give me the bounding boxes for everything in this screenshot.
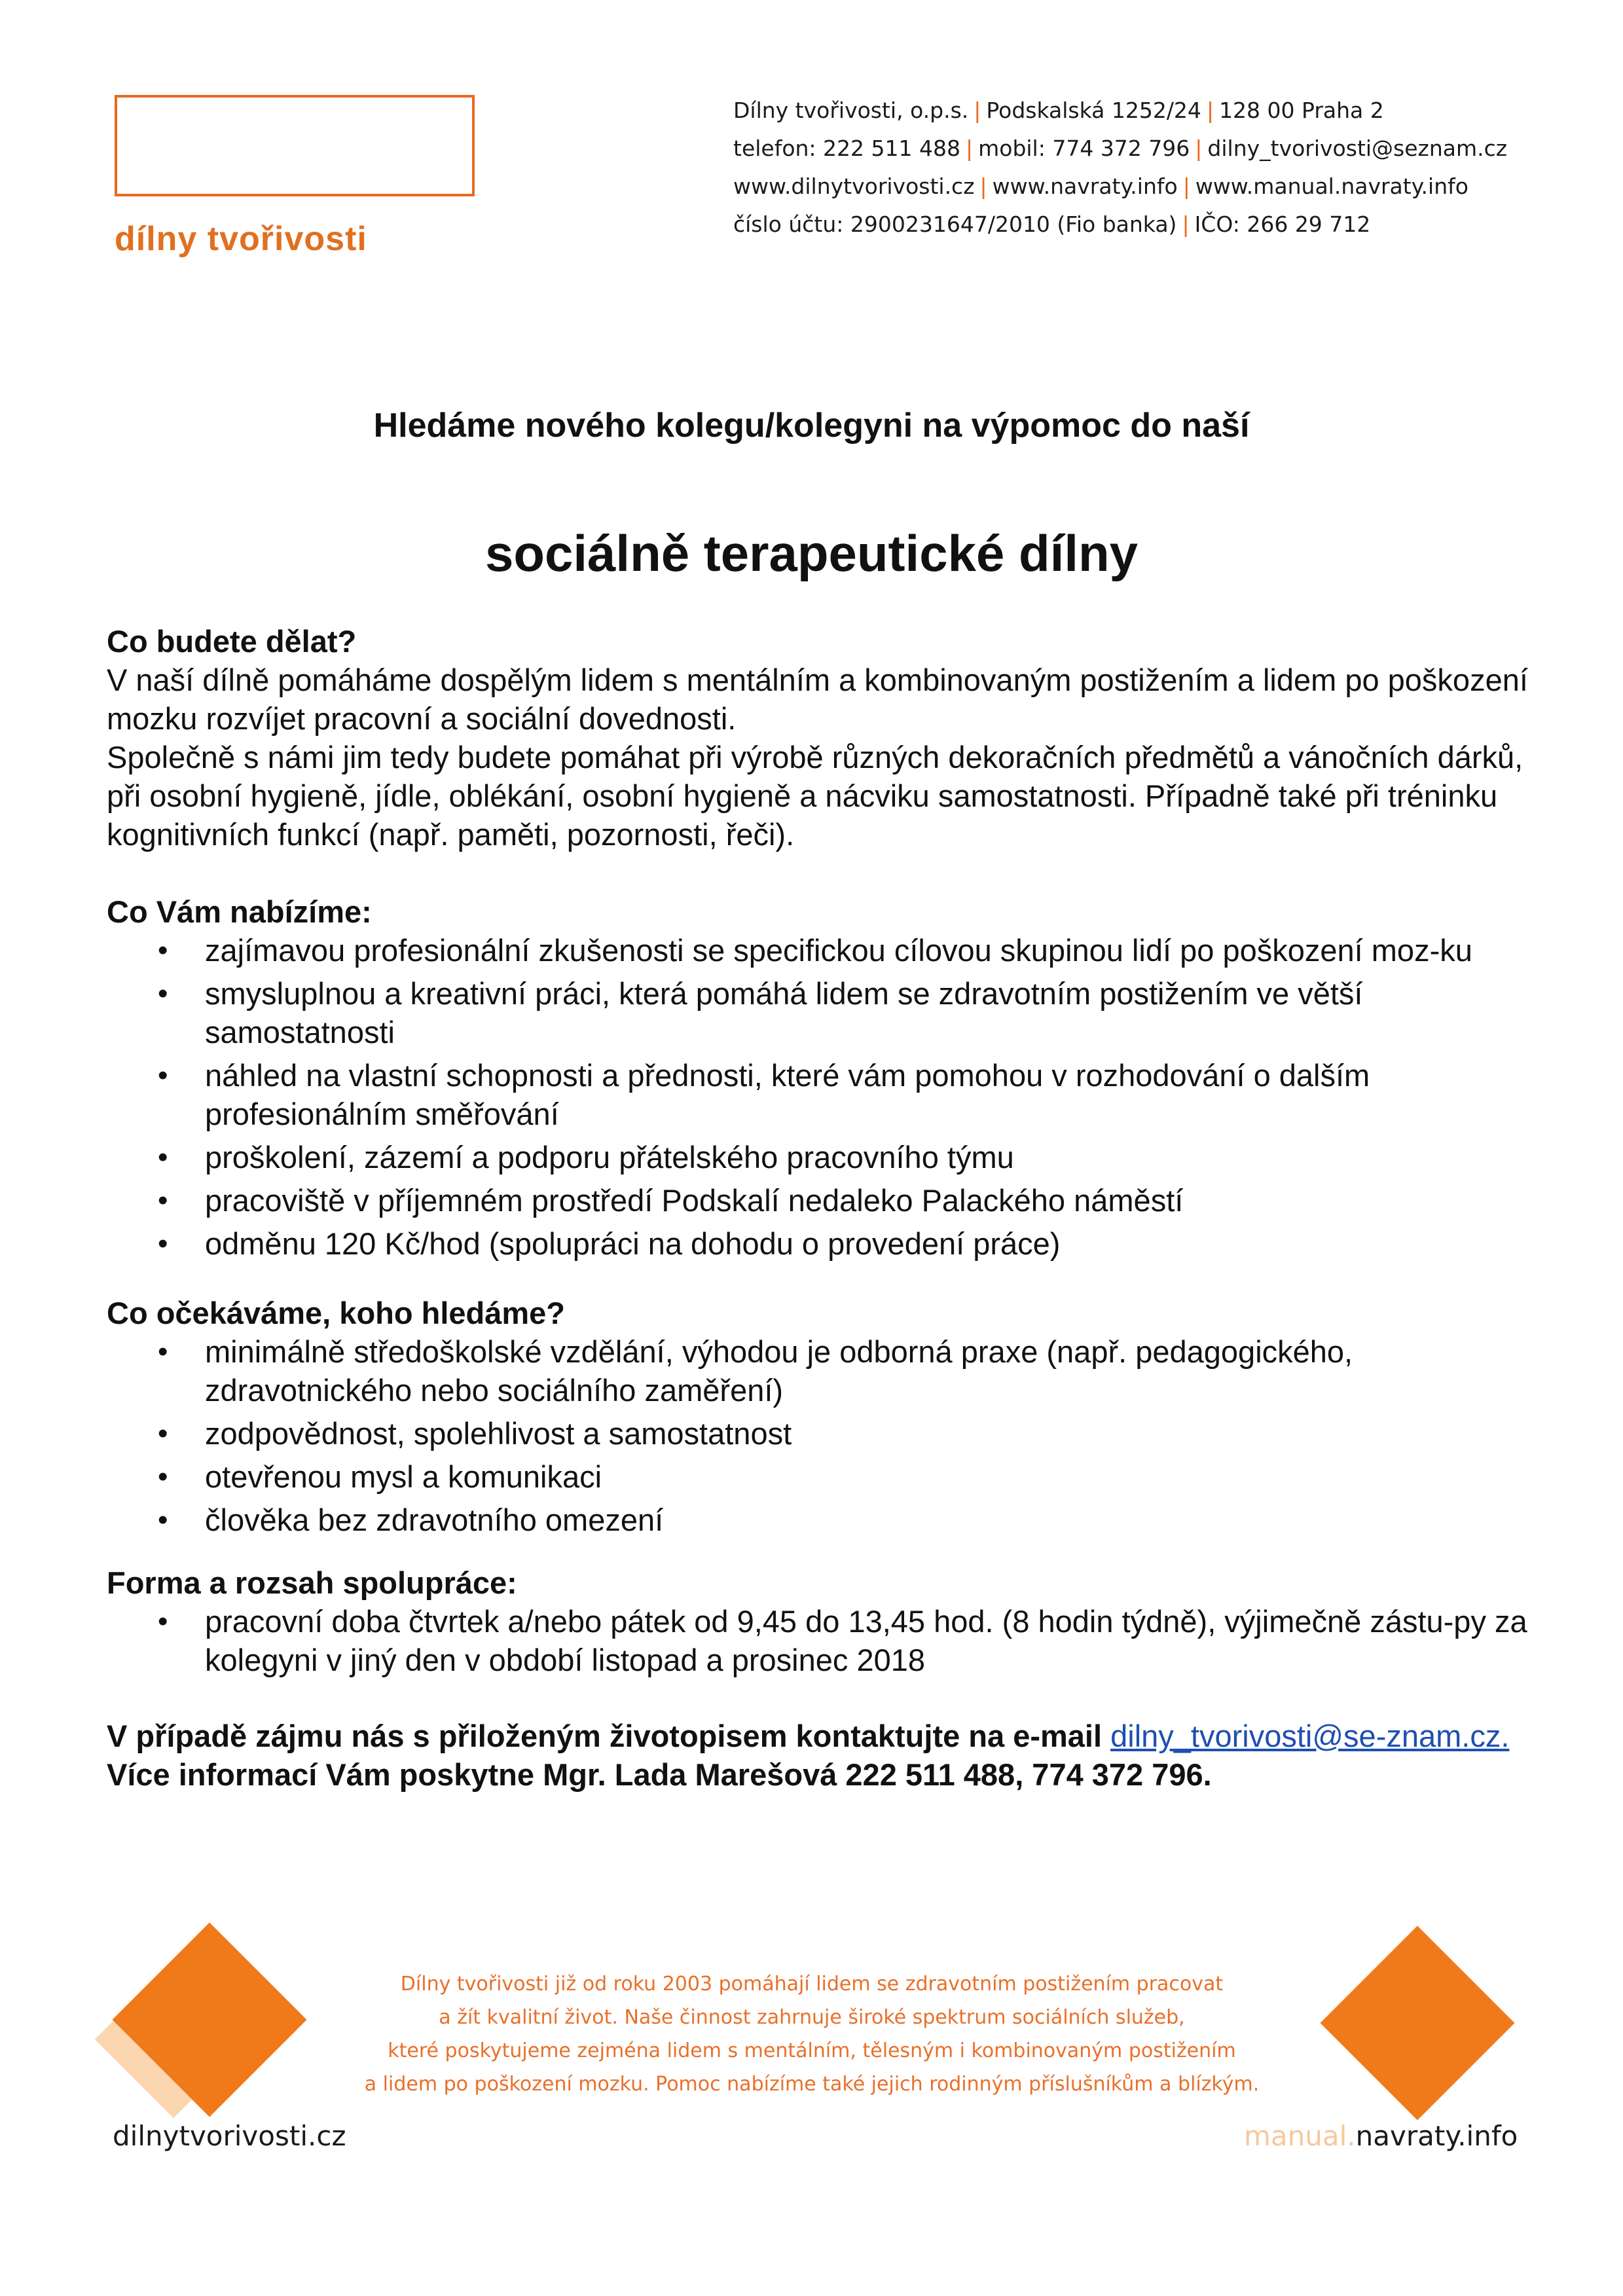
contact-line-2 xyxy=(733,130,1507,168)
logo-diamond-right xyxy=(1321,1926,1515,2121)
section-heading-what: Co budete dělat? xyxy=(107,624,357,659)
page-title: sociálně terapeutické dílny xyxy=(484,524,1139,582)
org-web-2[interactable]: www.navraty.info xyxy=(992,173,1178,199)
contact-line-4 xyxy=(733,206,1507,244)
separator: | xyxy=(1195,136,1203,161)
bullet-icon: • xyxy=(158,1059,168,1091)
contact-call: V případě zájmu nás s přiloženým životopisem kontaktujte na e-mail dilny_tvorivosti@se-znam.cz. Více informací Vám poskytne Mgr. Lada Marešová 222 511 488, 774 372 796. xyxy=(107,1719,1510,1792)
bullet-icon: • xyxy=(158,1461,168,1493)
list-item: • pracovní doba čtvrtek a/nebo pátek od 9,45 do 13,45 hod. (8 hodin týdně), výjimečně zástu-py za kolegyni v jiný den v období listopad a prosinec 2018 xyxy=(107,1602,1534,1679)
bullet-icon: • xyxy=(158,1184,168,1216)
separator: | xyxy=(1182,211,1190,237)
list-item: • proškolení, zázemí a podporu přátelského pracovního týmu xyxy=(107,1138,1534,1176)
footer-blurb: Dílny tvořivosti již od roku 2003 pomáhají lidem se zdravotním postižením pracovat a žít kvalitní život. Naše činnost zahrnuje široké spektrum sociálních služeb, které poskytujeme zejména lidem s mentálním, tělesným i kombinovaným postižením a lidem po poškození mozku. Pomoc nabízíme také jejich rodinným příslušníkům a blízkým. xyxy=(364,1973,1260,2096)
list-item: • pracoviště v příjemném prostředí Podskalí nedaleko Palackého náměstí xyxy=(107,1181,1534,1220)
contact-line-3 xyxy=(733,168,1507,206)
email-link[interactable]: dilny_tvorivosti@se-znam.cz. xyxy=(1110,1719,1510,1753)
list-item: • smysluplnou a kreativní práci, která pomáhá lidem se zdravotním postižením ve větší samostatnosti xyxy=(107,974,1534,1051)
contact-block xyxy=(733,92,1507,244)
bullet-icon: • xyxy=(158,1605,168,1637)
org-street: Podskalská 1252/24 xyxy=(986,98,1201,123)
list-item: • odměnu 120 Kč/hod (spolupráci na dohodu o provedení práce) xyxy=(107,1224,1534,1263)
bullet-icon: • xyxy=(158,934,168,966)
org-name: Dílny tvořivosti, o.p.s. xyxy=(733,98,969,123)
headline: Hledáme nového kolegu/kolegyni na výpomoc do naší xyxy=(373,407,1250,445)
org-web-1[interactable]: www.dilnytvorivosti.cz xyxy=(733,173,975,199)
bullet-icon: • xyxy=(158,1141,168,1173)
org-mobile: mobil: 774 372 796 xyxy=(978,136,1190,161)
bullet-icon: • xyxy=(158,1504,168,1536)
separator: | xyxy=(965,136,974,161)
footer-site-right[interactable]: manual.navraty.info xyxy=(1244,2120,1518,2152)
bullet-icon: • xyxy=(158,1417,168,1449)
logo-frame xyxy=(115,95,475,196)
list-item: • člověka bez zdravotního omezení xyxy=(107,1501,1534,1539)
list-item: • náhled na vlastní schopnosti a přednosti, které vám pomohou v rozhodování o dalším profesionálním směřování xyxy=(107,1056,1534,1133)
section-heading-form: Forma a rozsah spolupráce: xyxy=(107,1565,517,1600)
org-city: 128 00 Praha 2 xyxy=(1219,98,1384,123)
what-paragraph-2: Společně s námi jim tedy budete pomáhat při výrobě různých dekoračních předmětů a vánočních dárků, při osobní hygieně, jídle, oblékání, osobní hygieně a nácviku samostatnosti. Případně také při tréninku kognitivních funkcí (např. paměti, pozornosti, řeči). xyxy=(107,740,1523,852)
logo-text: dílny tvořivosti xyxy=(115,220,367,258)
separator: | xyxy=(1206,98,1214,123)
separator: | xyxy=(979,173,987,199)
org-ico: IČO: 266 29 712 xyxy=(1194,211,1371,237)
bullet-icon: • xyxy=(158,1336,168,1368)
what-paragraph-1: V naší dílně pomáháme dospělým lidem s mentálním a kombinovaným postižením a lidem po poškození mozku rozvíjet pracovní a sociální dovednosti. xyxy=(107,663,1528,736)
contact-line-1 xyxy=(733,92,1507,130)
offer-list xyxy=(107,931,1534,1263)
section-heading-expect: Co očekáváme, koho hledáme? xyxy=(107,1296,566,1330)
org-phone: telefon: 222 511 488 xyxy=(733,136,960,161)
bullet-icon: • xyxy=(158,977,168,1010)
section-heading-offer: Co Vám nabízíme: xyxy=(107,894,372,929)
list-item: • zajímavou profesionální zkušenosti se specifickou cílovou skupinou lidí po poškození moz-ku xyxy=(107,931,1534,970)
org-account: číslo účtu: 2900231647/2010 (Fio banka) xyxy=(733,211,1177,237)
main-content xyxy=(107,622,1534,1794)
org-web-3[interactable]: www.manual.navraty.info xyxy=(1195,173,1468,199)
form-list xyxy=(107,1602,1534,1679)
separator: | xyxy=(974,98,981,123)
org-email[interactable]: dilny_tvorivosti@seznam.cz xyxy=(1207,136,1508,161)
expect-list xyxy=(107,1332,1534,1539)
list-item: • otevřenou mysl a komunikaci xyxy=(107,1457,1534,1496)
bullet-icon: • xyxy=(158,1228,168,1260)
list-item: • zodpovědnost, spolehlivost a samostatnost xyxy=(107,1414,1534,1453)
list-item: • minimálně středoškolské vzdělání, výhodou je odborná praxe (např. pedagogického, zdravotnického nebo sociálního zaměření) xyxy=(107,1332,1534,1410)
separator: | xyxy=(1182,173,1190,199)
footer-site-left[interactable]: dilnytvorivosti.cz xyxy=(113,2120,346,2152)
logo-diamond-left xyxy=(113,1923,307,2117)
